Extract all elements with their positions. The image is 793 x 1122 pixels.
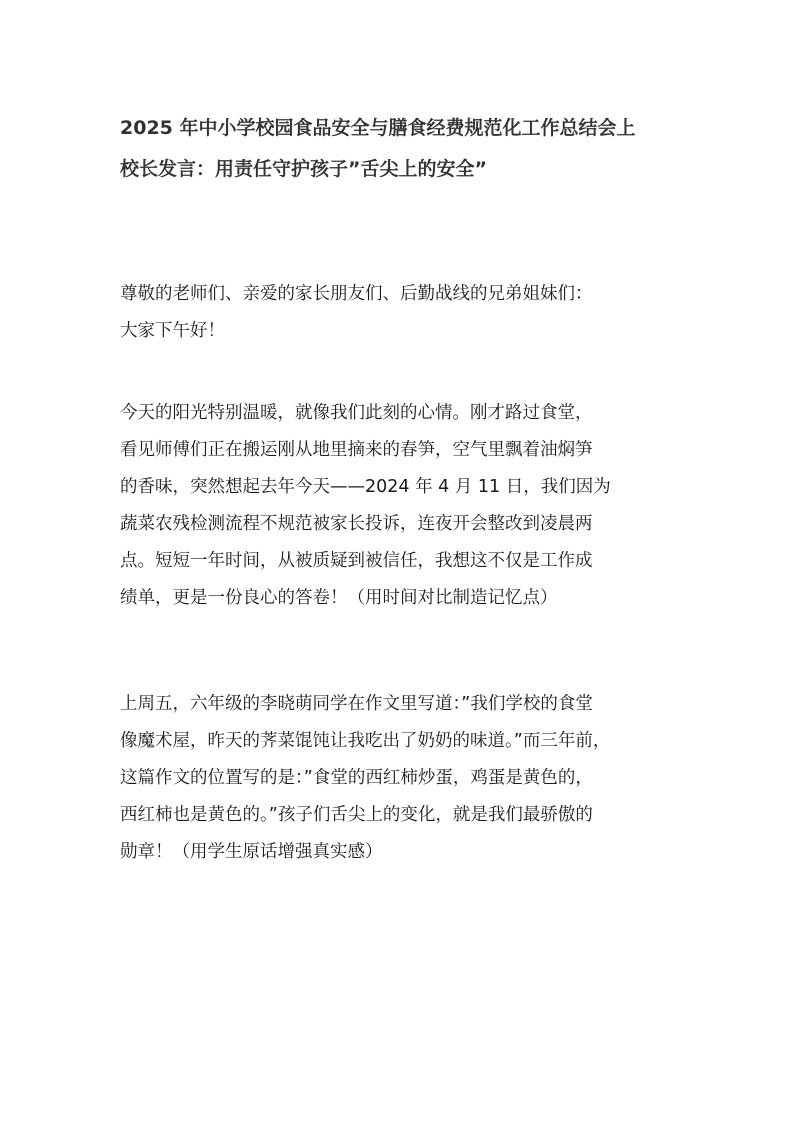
greeting-line: 尊敬的老师们、亲爱的家长朋友们、后勤战线的兄弟姐妹们： bbox=[120, 284, 593, 304]
text-line: 今天的阳光特别温暖，就像我们此刻的心情。刚才路过食堂， bbox=[120, 403, 593, 423]
text-line: 看见师傅们正在搬运刚从地里摘来的春笋，空气里飘着油焖笋 bbox=[120, 440, 593, 460]
body-paragraph-2 bbox=[120, 686, 690, 871]
greeting-line: 大家下午好！ bbox=[120, 321, 225, 341]
text-line: 这篇作文的位置写的是：”食堂的西红柿炒蛋，鸡蛋是黄色的， bbox=[120, 768, 593, 788]
text-line: 的香味，突然想起去年今天——2024 年 4 月 11 日，我们因为 bbox=[120, 477, 611, 497]
title-line: 2025 年中小学校园食品安全与膳食经费规范化工作总结会上 bbox=[120, 117, 636, 139]
title-line: 校长发言：用责任守护孩子”舌尖上的安全” bbox=[120, 158, 487, 180]
text-line: 像魔术屋，昨天的荠菜馄饨让我吃出了奶奶的味道。”而三年前， bbox=[120, 731, 611, 751]
body-paragraph-1 bbox=[120, 395, 690, 617]
text-line: 点。短短一年时间，从被质疑到被信任，我想这不仅是工作成 bbox=[120, 551, 593, 571]
text-line: 西红柿也是黄色的。”孩子们舌尖上的变化，就是我们最骄傲的 bbox=[120, 805, 593, 825]
document-title bbox=[120, 108, 690, 190]
text-line: 蔬菜农残检测流程不规范被家长投诉，连夜开会整改到凌晨两 bbox=[120, 514, 593, 534]
greeting-paragraph bbox=[120, 276, 690, 350]
text-line: 勋章！（用学生原话增强真实感） bbox=[120, 842, 383, 862]
text-line: 绩单，更是一份良心的答卷！（用时间对比制造记忆点） bbox=[120, 588, 558, 608]
text-line: 上周五，六年级的李晓萌同学在作文里写道：”我们学校的食堂 bbox=[120, 694, 593, 714]
